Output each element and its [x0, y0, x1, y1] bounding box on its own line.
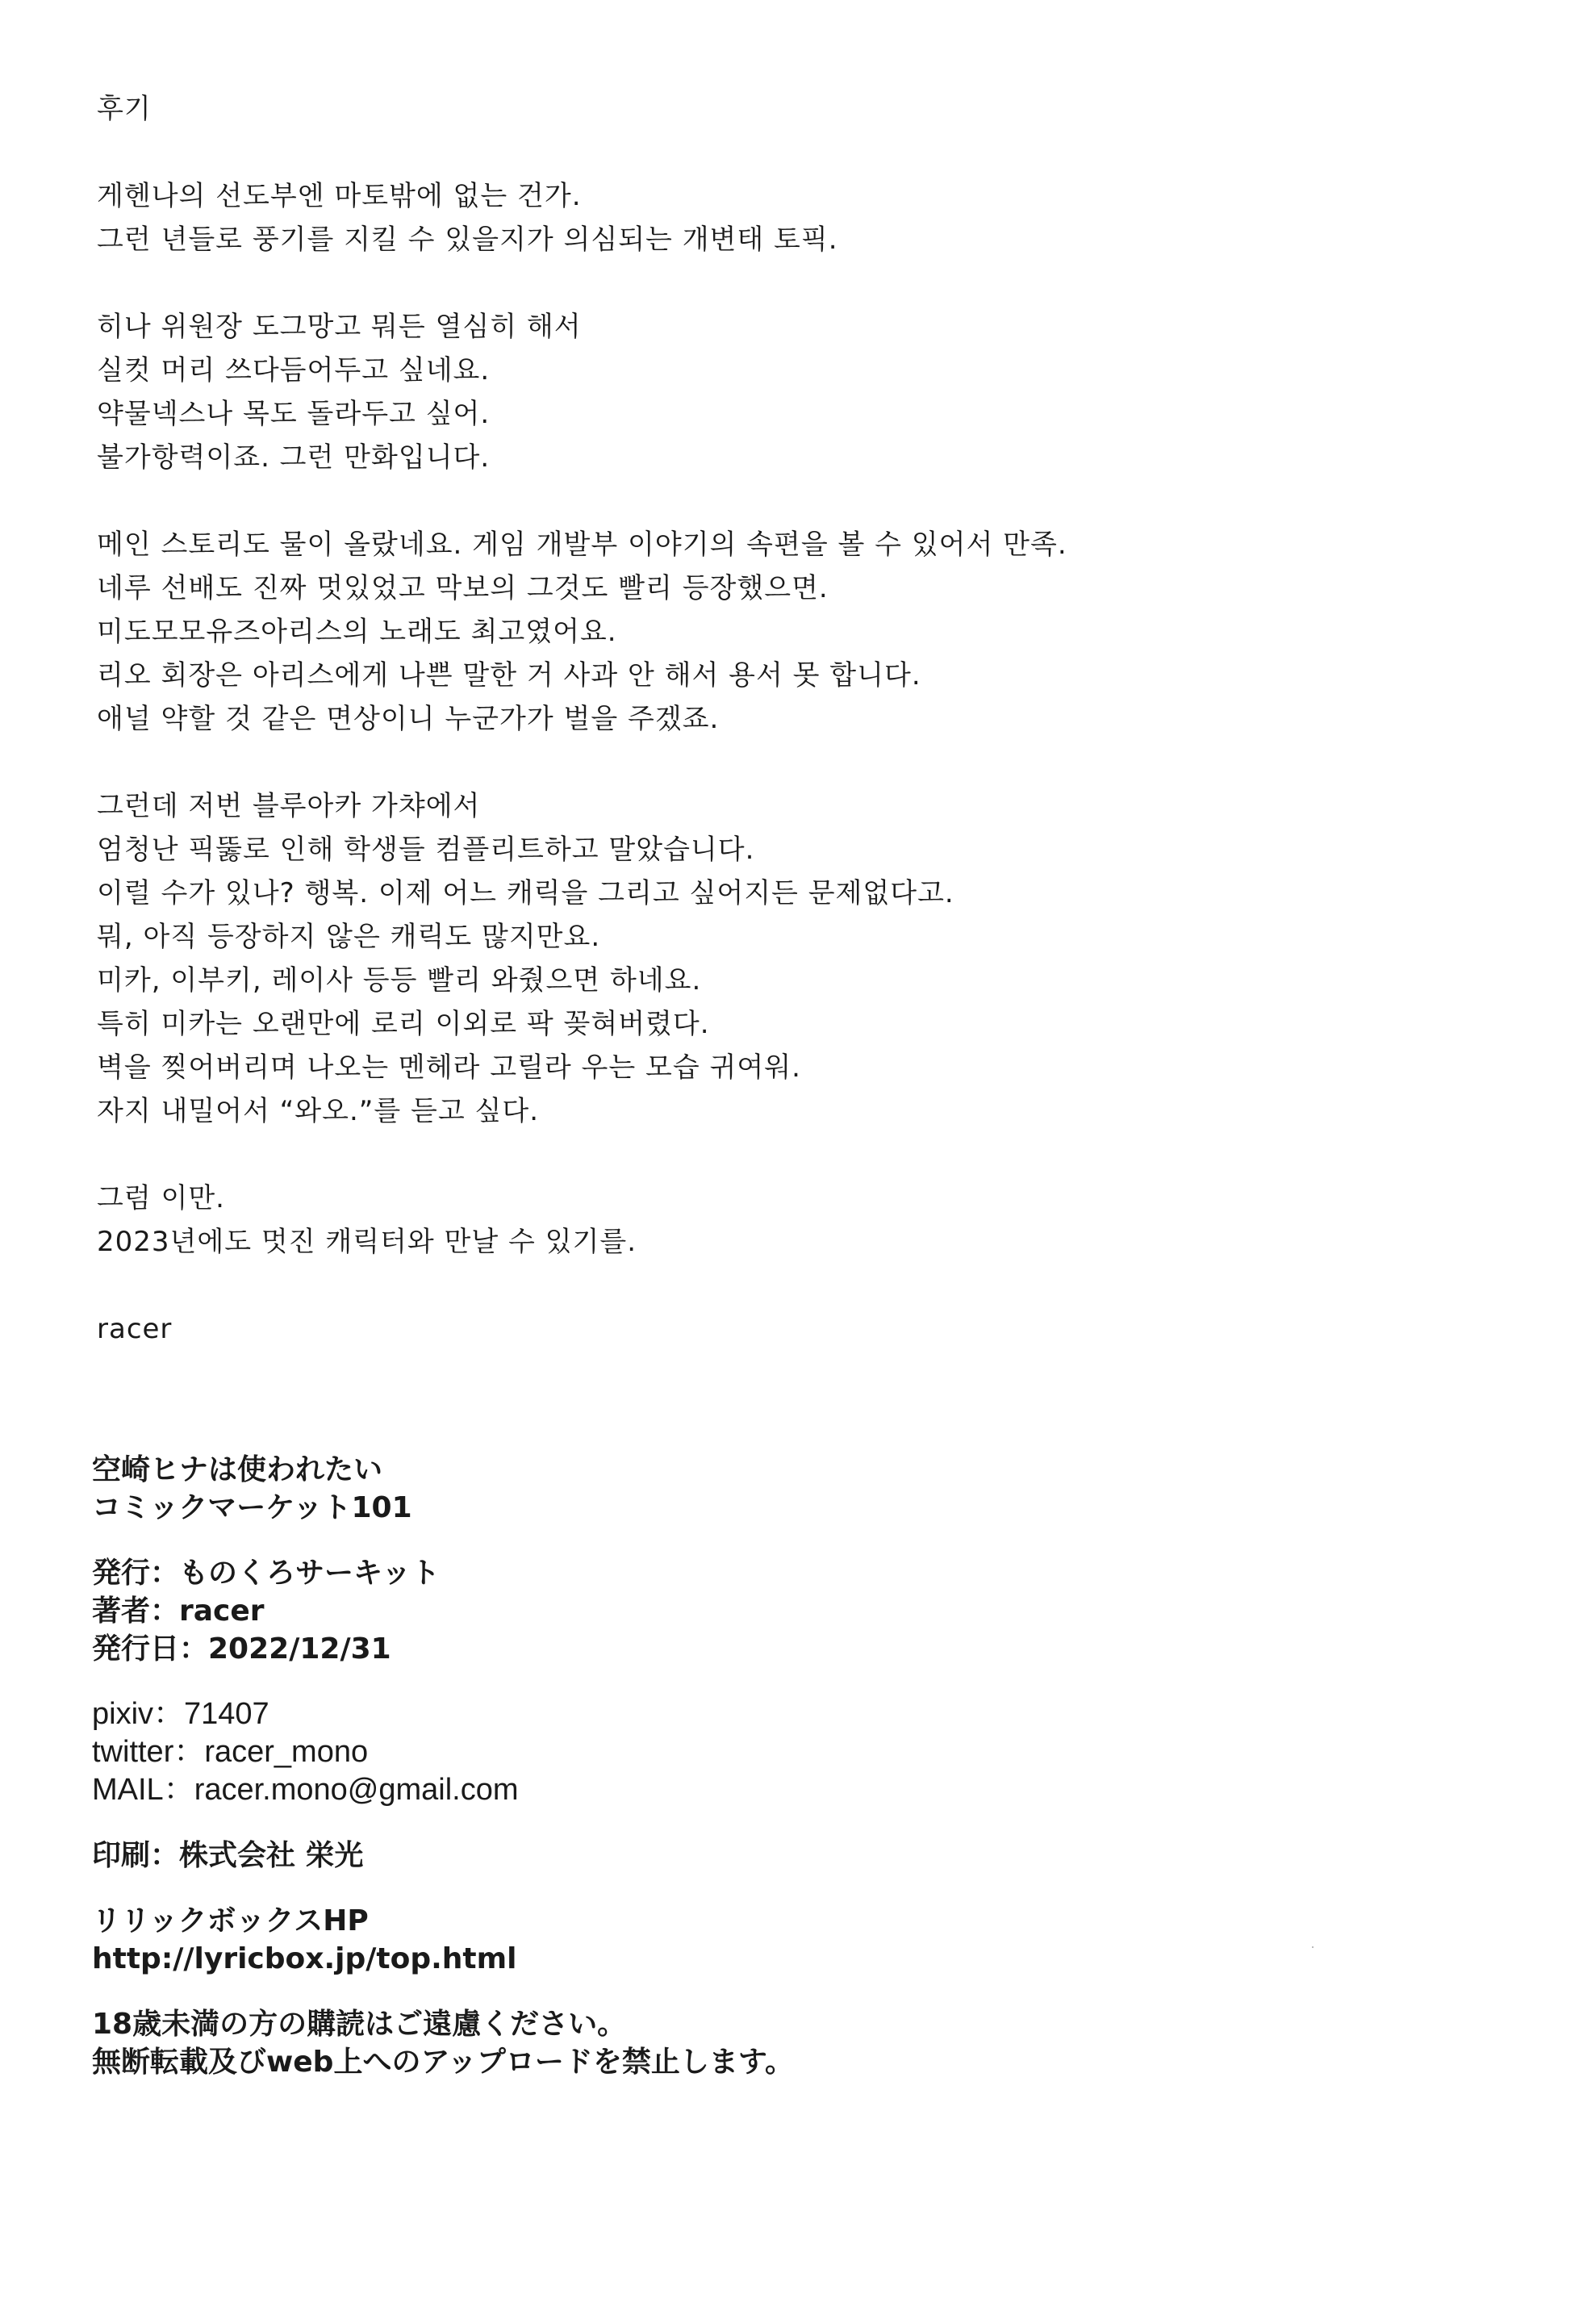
author: 著者：racer [92, 1595, 265, 1628]
age-notice: 18歳未満の方の購読はご遠慮ください。 [92, 2008, 627, 2041]
colophon-notice-block [92, 2005, 1383, 2081]
lyricbox-label: リリックボックスHP [92, 1904, 369, 1937]
afterword-paragraph-2 [97, 305, 1355, 479]
afterword-line: 엄청난 픽뚫로 인해 학생들 컴플리트하고 말았습니다. [97, 834, 755, 866]
publication-date: 発行日：2022/12/31 [92, 1632, 391, 1666]
afterword-paragraph-5 [97, 1177, 1355, 1264]
afterword-line: 애널 약할 것 같은 면상이니 누군가가 벌을 주겠죠. [97, 703, 720, 735]
afterword-line: 그런 년들로 풍기를 지킬 수 있을지가 의심되는 개변태 토픽. [97, 224, 838, 256]
colophon-link-block [92, 1902, 1383, 1978]
afterword-line: 히나 위원장 도그망고 뭐든 열심히 해서 [97, 311, 582, 343]
afterword-signature: racer [97, 1313, 173, 1345]
afterword-line: 실컷 머리 쓰다듬어두고 싶네요. [97, 354, 491, 387]
scan-speck [1312, 1946, 1314, 1948]
printer: 印刷：株式会社 栄光 [92, 1839, 364, 1872]
colophon-publication-block [92, 1554, 1383, 1668]
lyricbox-url: http://lyricbox.jp/top.html [92, 1942, 517, 1975]
afterword-line: 리오 회장은 아리스에게 나쁜 말한 거 사과 안 해서 용서 못 합니다. [97, 659, 921, 692]
event-name: コミックマーケット101 [92, 1491, 412, 1524]
pixiv-id: pixiv：71407 [92, 1697, 269, 1731]
colophon-contact-block [92, 1695, 1383, 1809]
afterword-line: 그런데 저번 블루아카 가챠에서 [97, 790, 481, 822]
colophon-printer-block [92, 1837, 1383, 1875]
afterword-line: 그럼 이만. [97, 1182, 225, 1214]
afterword-line: 뭐, 아직 등장하지 않은 캐릭도 많지만요. [97, 921, 601, 953]
afterword-line: 불가항력이죠. 그런 만화입니다. [97, 441, 491, 474]
afterword-line: 게헨나의 선도부엔 마토밖에 없는 건가. [97, 180, 582, 212]
publisher: 発行：ものくろサーキット [92, 1557, 441, 1590]
afterword-heading: 후기 [97, 93, 152, 125]
afterword-paragraph-3 [97, 523, 1355, 741]
afterword-line: 특히 미카는 오랜만에 로리 이외로 팍 꽂혀버렸다. [97, 1008, 710, 1040]
afterword-line: 미카, 이부키, 레이사 등등 빨리 와줬으면 하네요. [97, 964, 702, 997]
afterword-paragraph-1 [97, 174, 1355, 261]
afterword-line: 자지 내밀어서 “와오.”를 듣고 싶다. [97, 1095, 540, 1127]
colophon-title-block [92, 1451, 1383, 1527]
afterword-line: 약물넥스나 목도 돌라두고 싶어. [97, 398, 491, 430]
afterword-paragraph-4 [97, 784, 1355, 1133]
afterword-line: 이럴 수가 있나? 행복. 이제 어느 캐릭을 그리고 싶어지든 문제없다고. [97, 877, 954, 909]
book-title: 空崎ヒナは使われたい [92, 1453, 383, 1486]
twitter-handle: twitter：racer_mono [92, 1735, 369, 1769]
afterword-line: 2023년에도 멋진 캐릭터와 만날 수 있기를. [97, 1226, 637, 1258]
email-address: MAIL：racer.mono@gmail.com [92, 1773, 519, 1807]
afterword-line: 네루 선배도 진짜 멋있었고 막보의 그것도 빨리 등장했으면. [97, 572, 829, 604]
colophon-section [92, 1451, 1383, 2109]
afterword-section [97, 87, 1355, 1351]
afterword-line: 메인 스토리도 물이 올랐네요. 게임 개발부 이야기의 속편을 볼 수 있어서 만족. [97, 529, 1067, 561]
afterword-line: 미도모모유즈아리스의 노래도 최고였어요. [97, 616, 617, 648]
copyright-notice: 無断転載及びweb上へのアップロードを禁止します。 [92, 2046, 795, 2079]
afterword-line: 벽을 찢어버리며 나오는 멘헤라 고릴라 우는 모습 귀여워. [97, 1051, 801, 1084]
